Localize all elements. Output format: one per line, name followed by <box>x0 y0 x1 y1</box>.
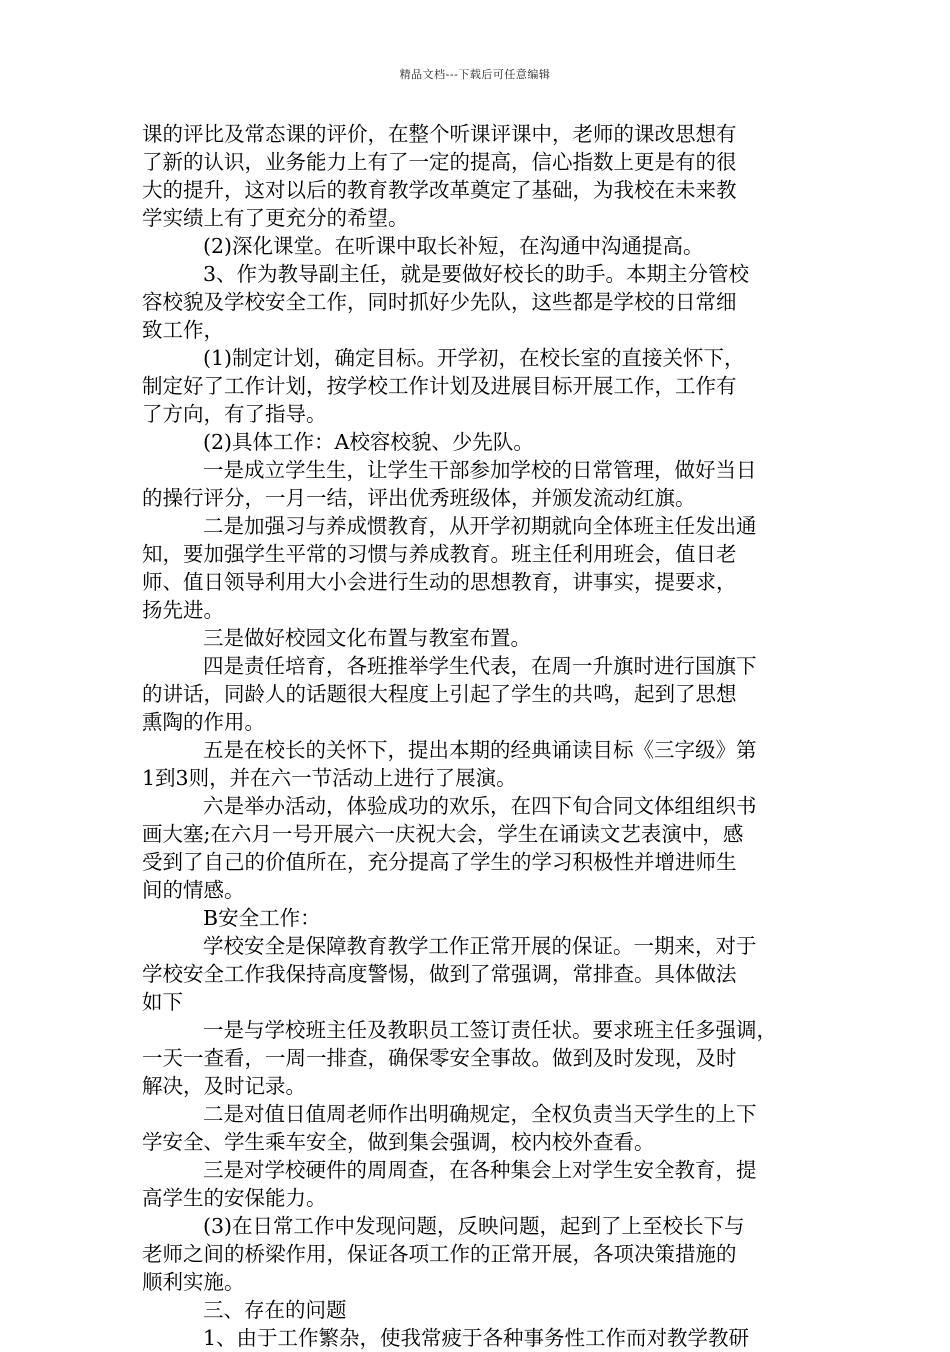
text-line: 一是与学校班主任及教职员工签订责任状。要求班主任多强调， <box>203 1018 777 1042</box>
text-line: 师、值日领导利用大小会进行生动的思想教育，讲事实，提要求， <box>142 570 737 594</box>
text-line: 3、作为教导副主任，就是要做好校长的助手。本期主分管校 <box>203 262 750 286</box>
text-line: 学校安全工作我保持高度警惕，做到了常强调，常排查。具体做法 <box>142 962 737 986</box>
page-header: 精品文档---下载后可任意编辑 <box>399 68 551 81</box>
text-line: 二是加强习与养成惯教育，从开学初期就向全体班主任发出通 <box>203 514 757 538</box>
text-line: 学实绩上有了更充分的希望。 <box>142 206 409 230</box>
text-line: 三是对学校硬件的周周查，在各种集会上对学生安全教育，提 <box>203 1158 757 1182</box>
text-line: 二是对值日值周老师作出明确规定，全权负责当天学生的上下 <box>203 1102 757 1126</box>
text-line: (1)制定计划，确定目标。开学初，在校长室的直接关怀下， <box>203 346 745 370</box>
text-line: (2)具体工作：A校容校貌、少先队。 <box>203 430 534 454</box>
text-line: 六是举办活动，体验成功的欢乐，在四下旬合同文体组组织书 <box>203 794 757 818</box>
text-line: (3)在日常工作中发现问题，反映问题，起到了上至校长下与 <box>203 1214 745 1238</box>
text-line: 致工作， <box>142 318 224 342</box>
text-line: 制定好了工作计划，按学校工作计划及进展目标开展工作，工作有 <box>142 374 737 398</box>
text-line: 学校安全是保障教育教学工作正常开展的保证。一期来，对于 <box>203 934 757 958</box>
text-line: 课的评比及常态课的评价，在整个听课评课中，老师的课改思想有 <box>142 122 737 146</box>
text-line: 1到3则，并在六一节活动上进行了展演。 <box>142 766 517 790</box>
text-line: 三、存在的问题 <box>203 1298 347 1322</box>
text-line: 如下 <box>142 990 183 1014</box>
text-line: B安全工作： <box>203 906 321 930</box>
text-line: 大的提升，这对以后的教育教学改革奠定了基础，为我校在未来教 <box>142 178 737 202</box>
text-line: 老师之间的桥梁作用，保证各项工作的正常开展，各项决策措施的 <box>142 1242 737 1266</box>
text-line: 一是成立学生生，让学生干部参加学校的日常管理，做好当日 <box>203 458 757 482</box>
text-line: 间的情感。 <box>142 878 245 902</box>
text-line: 扬先进。 <box>142 598 224 622</box>
text-line: 了方向，有了指导。 <box>142 402 327 426</box>
document-body <box>142 120 816 1352</box>
text-line: 四是责任培育，各班推举学生代表，在周一升旗时进行国旗下 <box>203 654 757 678</box>
text-line: 三是做好校园文化布置与教室布置。 <box>203 626 531 650</box>
text-line: 知，要加强学生平常的习惯与养成教育。班主任利用班会，值日老 <box>142 542 737 566</box>
text-line: 1、由于工作繁杂，使我常疲于各种事务性工作而对教学教研 <box>203 1326 750 1350</box>
text-line: 了新的认识，业务能力上有了一定的提高，信心指数上更是有的很 <box>142 150 737 174</box>
text-line: 解决，及时记录。 <box>142 1074 306 1098</box>
text-line: 的讲话，同龄人的话题很大程度上引起了学生的共鸣，起到了思想 <box>142 682 737 706</box>
text-line: (2)深化课堂。在听课中取长补短，在沟通中沟通提高。 <box>203 234 704 258</box>
text-line: 一天一查看，一周一排查，确保零安全事故。做到及时发现，及时 <box>142 1046 737 1070</box>
text-line: 顺利实施。 <box>142 1270 245 1294</box>
text-line: 五是在校长的关怀下，提出本期的经典诵读目标《三字级》第 <box>203 738 757 762</box>
text-line: 高学生的安保能力。 <box>142 1186 327 1210</box>
text-line: 容校貌及学校安全工作，同时抓好少先队，这些都是学校的日常细 <box>142 290 737 314</box>
text-line: 学安全、学生乘车安全，做到集会强调，校内校外查看。 <box>142 1130 655 1154</box>
text-line: 画大塞;在六月一号开展六一庆祝大会，学生在诵读文艺表演中，感 <box>142 822 744 846</box>
text-line: 受到了自己的价值所在，充分提高了学生的学习积极性并增进师生 <box>142 850 737 874</box>
text-line: 熏陶的作用。 <box>142 710 265 734</box>
text-line: 的操行评分，一月一结，评出优秀班级体，并颁发流动红旗。 <box>142 486 696 510</box>
